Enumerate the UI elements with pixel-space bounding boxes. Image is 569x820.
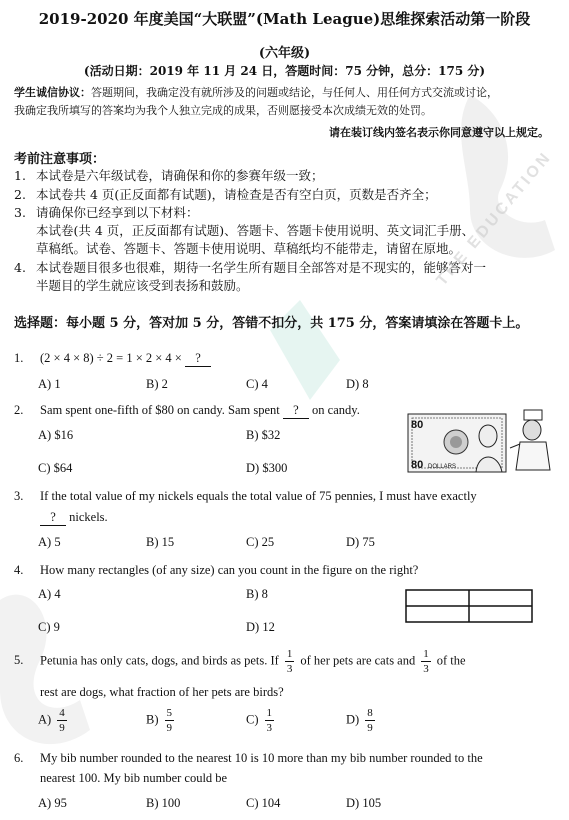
option-b [146, 706, 180, 735]
fraction-numerator: 4 [59, 707, 65, 719]
question-4 [14, 563, 418, 578]
option-c: C) $64 [38, 461, 73, 475]
fraction [421, 647, 431, 676]
question-5-cont: rest are dogs, what fraction of her pets are birds? [40, 685, 284, 699]
option-b: B) 2 [146, 377, 168, 391]
notes-heading: 考前注意事项： [14, 152, 106, 167]
question-text: Sam spent one-fifth of $80 on candy. Sam spent [40, 403, 283, 417]
question-text: of her pets are cats and [300, 653, 416, 668]
option-c [246, 706, 280, 735]
exam-title: 2019-2020 年度美国“大联盟”(Math League)思维探索活动第一阶段 [38, 10, 531, 28]
fraction-denominator: 3 [423, 663, 429, 675]
question-number: 1. [14, 351, 24, 365]
fraction [57, 706, 67, 735]
question-2 [14, 403, 360, 419]
option-a: A) 1 [38, 377, 61, 391]
note-text: 本试卷共 4 页(正反面都有试题)，请检查是否有空白页，页数是否齐全； [36, 187, 437, 202]
note-number: 4. [14, 260, 26, 275]
option-b: B) 15 [146, 535, 175, 549]
answer-blank: ? [185, 351, 211, 367]
question-6-cont: nearest 100. My bib number could be [40, 771, 228, 785]
option-label: D) [346, 712, 360, 727]
fraction-denominator: 9 [367, 722, 373, 734]
option-label: C) [246, 712, 259, 727]
option-d: D) 105 [346, 796, 382, 810]
fraction-numerator: 8 [367, 707, 373, 719]
question-text-after: on candy. [308, 403, 360, 417]
question-1 [14, 351, 211, 367]
option-c: C) 25 [246, 535, 275, 549]
question-text: Petunia has only cats, dogs, and birds as pets. If [40, 653, 279, 668]
note-text-cont: 草稿纸。试卷、答题卡、答题卡使用说明、草稿纸均不能带走，请留在原地。 [36, 241, 462, 256]
question-text: of the [436, 653, 466, 668]
question-3 [14, 489, 477, 504]
question-text: If the total value of my nickels equals the total value of 75 pennies, I must have exactly [40, 489, 477, 503]
question-5 [14, 647, 466, 676]
note-item [14, 185, 437, 203]
answer-blank: ? [40, 510, 66, 526]
section-heading: 选择题：每小题 5 分，答对加 5 分，答错不扣分，共 175 分，答案请填涂在答题卡上。 [14, 316, 529, 331]
question-text: (2 × 4 × 8) ÷ 2 = 1 × 2 × 4 × [40, 351, 185, 365]
honesty-text-1: 答题期间，我确定没有就所涉及的问题或结论，与任何人、用任何方式交流或讨论， [91, 86, 498, 99]
question-text: My bib number rounded to the nearest 10 is 10 more than my bib number rounded to the [40, 751, 483, 765]
note-text: 本试卷是六年级试卷，请确保和你的参赛年级一致； [36, 168, 324, 183]
note-item [14, 258, 486, 276]
note-item [14, 166, 324, 184]
eighty-dollar-bill-illustration [406, 408, 556, 474]
exam-info: (活动日期：2019 年 11 月 24 日，答题时间：75 分钟，总分：175 分) [83, 64, 486, 78]
question-text: How many rectangles (of any size) can you count in the figure on the right? [40, 563, 419, 577]
honesty-label: 学生诚信协议： [14, 86, 91, 99]
option-d: D) $300 [246, 461, 288, 475]
question-number: 5. [14, 653, 24, 668]
question-number: 2. [14, 403, 24, 417]
bill-caption: DOLLARS [428, 464, 457, 470]
note-number: 3. [14, 205, 26, 220]
bill-value-top: 80 [411, 419, 424, 431]
note-item [14, 203, 199, 221]
fraction-numerator: 1 [266, 707, 272, 719]
option-label: A) [38, 712, 52, 727]
fraction-denominator: 9 [166, 722, 172, 734]
option-a: A) 95 [38, 796, 67, 810]
option-c: C) 9 [38, 620, 60, 634]
question-3-cont [40, 510, 108, 526]
question-6 [14, 751, 483, 766]
rectangle-grid-figure [405, 589, 533, 623]
fraction [165, 706, 175, 735]
option-d: D) 75 [346, 535, 375, 549]
note-text: 请确保你已经享到以下材料： [36, 205, 199, 220]
question-number: 6. [14, 751, 24, 765]
question-number: 4. [14, 563, 24, 577]
note-text: 本试卷题目很多也很难，期待一名学生所有题目全部答对是不现实的，能够答对一 [36, 260, 487, 275]
option-d: D) 12 [246, 620, 275, 634]
note-number: 2. [14, 187, 26, 202]
option-c: C) 4 [246, 377, 268, 391]
watermark-text: THE EDUCATION [433, 148, 556, 290]
option-d [346, 706, 381, 735]
option-a: A) 4 [38, 587, 61, 601]
fraction-numerator: 1 [286, 648, 293, 660]
cartoon-figure [510, 410, 550, 470]
option-label: B) [146, 712, 159, 727]
fraction-numerator: 1 [423, 648, 429, 660]
fraction-denominator: 3 [266, 722, 272, 734]
fraction [285, 647, 295, 676]
option-d: D) 8 [346, 377, 369, 391]
grade-label: (六年级) [258, 46, 311, 61]
fraction-denominator: 3 [286, 663, 293, 675]
option-c: C) 104 [246, 796, 281, 810]
option-a: A) 5 [38, 535, 61, 549]
honesty-text-2: 我确定我所填写的答案均为我个人独立完成的成果，否则愿接受本次成绩无效的处罚。 [14, 104, 432, 117]
answer-blank: ? [283, 403, 309, 419]
fraction [365, 706, 375, 735]
note-number: 1. [14, 168, 26, 183]
option-a: A) $16 [38, 428, 74, 442]
option-b: B) 8 [246, 587, 268, 601]
note-text-cont: 本试卷(共 4 页，正反面都有试题)、答题卡、答题卡使用说明、英文词汇手册、 [36, 223, 475, 238]
question-number: 3. [14, 489, 24, 503]
option-b: B) 100 [146, 796, 181, 810]
bill-value-bottom: 80 [411, 459, 424, 471]
fraction-denominator: 9 [59, 722, 65, 734]
note-text-cont: 半题目的学生就应该受到表扬和鼓励。 [36, 278, 249, 293]
option-b: B) $32 [246, 428, 281, 442]
honesty-line-1 [14, 84, 498, 100]
signature-instruction: 请在装订线内签名表示你同意遵守以上规定。 [329, 126, 549, 139]
fraction-numerator: 5 [166, 707, 172, 719]
option-a [38, 706, 73, 735]
question-text-after: nickels. [66, 510, 108, 524]
fraction [265, 706, 275, 735]
